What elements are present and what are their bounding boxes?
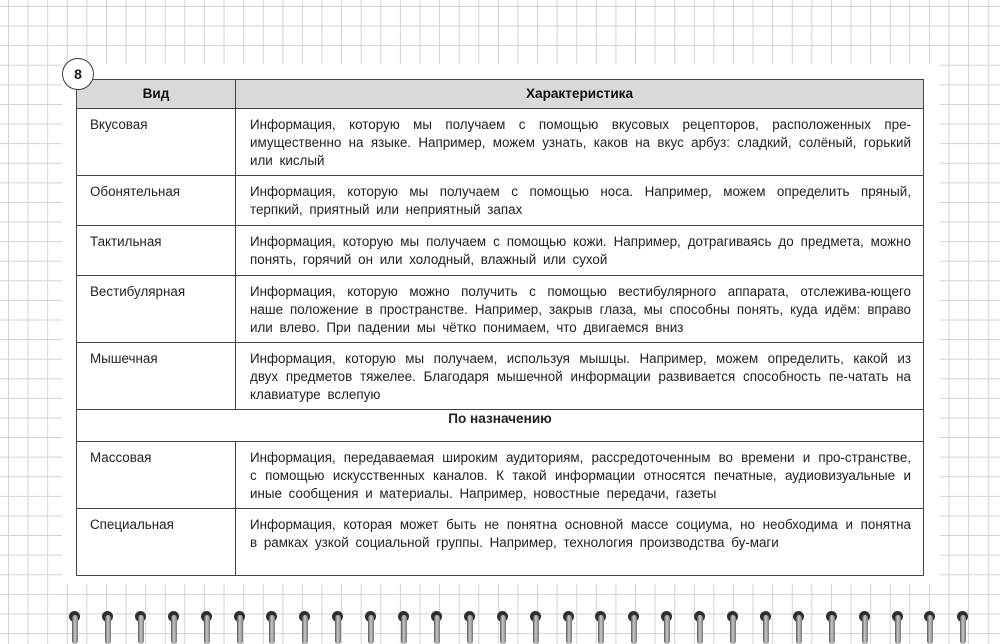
row-description: Информация, передаваемая широким аудиториям, рассредоточенным во времени и про-странстве, с помощью искусственных каналов. К такой информации относятся печатные, аудиовизуальные и иные сообщения и материалы. Например, новостные передачи, газеты [236, 442, 924, 509]
row-description: Информация, которую мы получаем с помощью вкусовых рецепторов, расположенных пре-имущественно на языке. Например, можем узнать, каков на вкус арбуз: сладкий, солёный, горький или кислый [236, 109, 924, 176]
spiral-ring [233, 605, 247, 644]
spiral-ring [200, 605, 214, 644]
spiral-ring [397, 605, 411, 644]
spiral-ring [298, 605, 312, 644]
row-description: Информация, которую мы получаем с помощью носа. Например, можем определить пряный, терпкий, приятный или неприятный запах [236, 176, 924, 226]
information-types-table [76, 79, 924, 576]
row-kind: Массовая [77, 442, 236, 509]
table-row [77, 109, 924, 176]
table-row [77, 176, 924, 226]
spiral-ring [167, 605, 181, 644]
spiral-ring [792, 605, 806, 644]
spiral-ring [364, 605, 378, 644]
row-kind: Вестибулярная [77, 276, 236, 343]
spiral-ring [627, 605, 641, 644]
spiral-ring [134, 605, 148, 644]
header-characteristic: Характеристика [236, 80, 924, 109]
header-kind: Вид [77, 80, 236, 109]
table-header-row [77, 80, 924, 109]
table-row [77, 442, 924, 509]
spiral-ring [331, 605, 345, 644]
spiral-ring [759, 605, 773, 644]
spiral-ring [693, 605, 707, 644]
spiral-ring [562, 605, 576, 644]
spiral-ring [660, 605, 674, 644]
spiral-ring [726, 605, 740, 644]
row-kind: Тактильная [77, 226, 236, 276]
spiral-ring [101, 605, 115, 644]
spiral-ring [891, 605, 905, 644]
table-row [77, 343, 924, 410]
spiral-ring [68, 605, 82, 644]
spiral-ring [825, 605, 839, 644]
spiral-ring [529, 605, 543, 644]
section-row [77, 410, 924, 442]
row-description: Информация, которую мы получаем, используя мышцы. Например, можем определить, какой из двух предметов тяжелее. Благодаря мышечной информации развивается способность пе-чатать на клавиатуре вслепую [236, 343, 924, 410]
spiral-ring [265, 605, 279, 644]
spiral-ring [923, 605, 937, 644]
row-description: Информация, которую мы получаем с помощью кожи. Например, дотрагиваясь до предмета, можно понять, горячий он или холодный, влажный или сухой [236, 226, 924, 276]
row-description: Информация, которую можно получить с помощью вестибулярного аппарата, отслежива-ющего наше положение в пространстве. Например, закрыв глаза, мы способны понять, куда идём: вправо или влево. При падении мы чётко понимаем, что двигаемся вниз [236, 276, 924, 343]
page-number-badge: 8 [62, 58, 94, 90]
table-row [77, 226, 924, 276]
section-heading-purpose: По назначению [77, 410, 924, 442]
row-kind: Специальная [77, 509, 236, 576]
spiral-ring [463, 605, 477, 644]
spiral-ring [956, 605, 970, 644]
spiral-ring [430, 605, 444, 644]
spiral-ring [594, 605, 608, 644]
table-row [77, 276, 924, 343]
table-row [77, 509, 924, 576]
row-kind: Вкусовая [77, 109, 236, 176]
row-description: Информация, которая может быть не понятна основной массе социума, но необходима и понятна в рамках узкой социальной группы. Например, технология производства бу-маги [236, 509, 924, 576]
row-kind: Мышечная [77, 343, 236, 410]
spiral-ring [858, 605, 872, 644]
row-kind: Обонятельная [77, 176, 236, 226]
spiral-ring [496, 605, 510, 644]
notebook-spiral-binding [0, 605, 1000, 644]
